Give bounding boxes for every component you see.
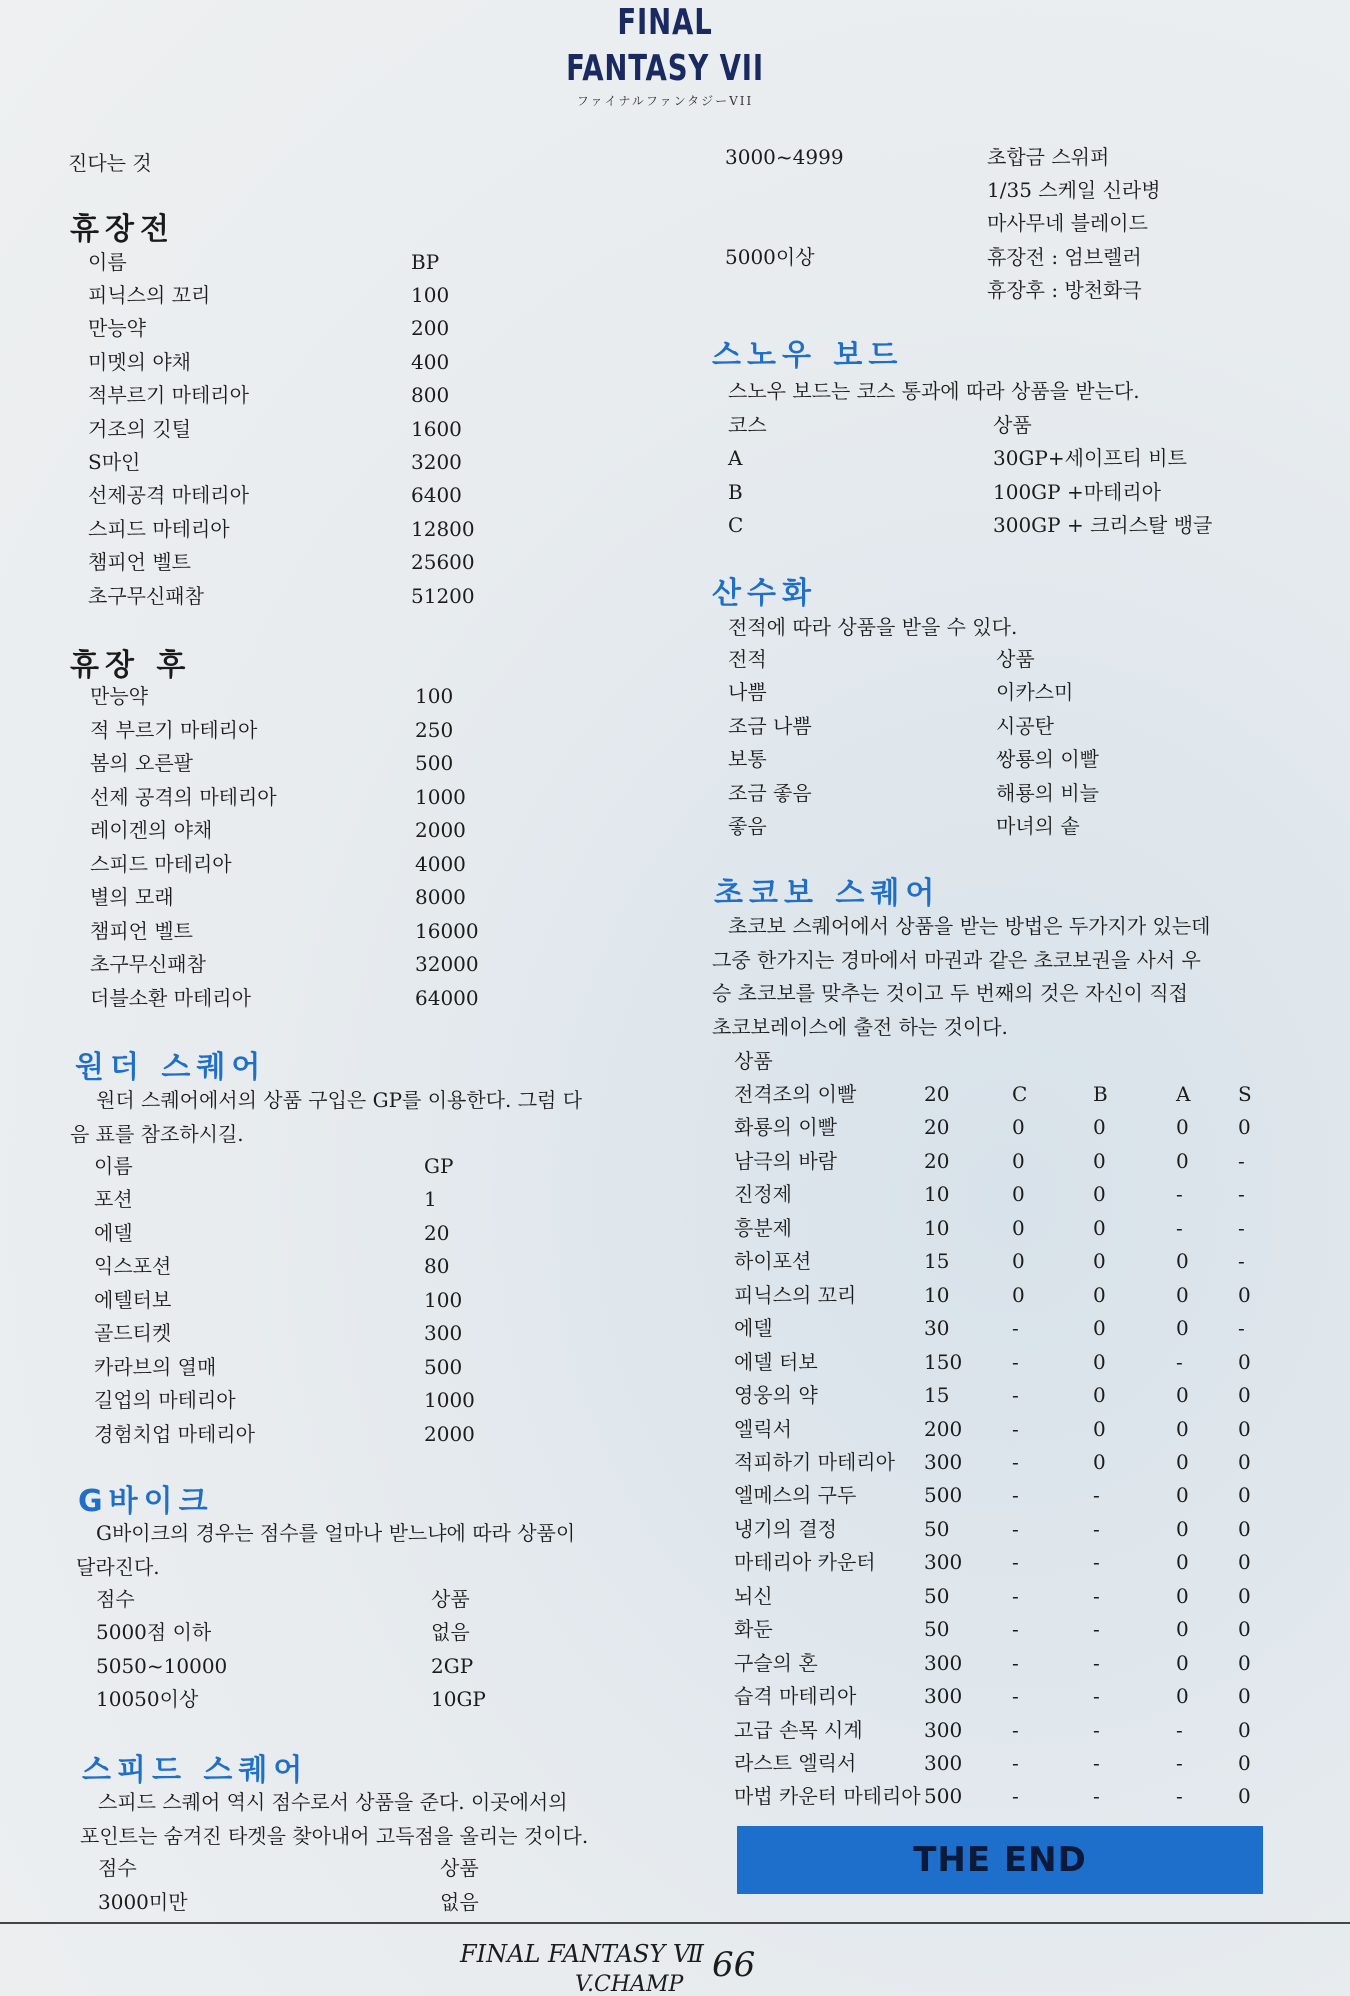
table-row-cell: - xyxy=(1012,1583,1019,1608)
section-title-snowboard: 스노우 보드 xyxy=(712,338,904,373)
table-row-cell: 0 xyxy=(1093,1249,1106,1274)
section-title-chocobo-square: 초코보 스퀘어 xyxy=(714,876,941,911)
table-row-cell: 영웅의 약 xyxy=(734,1383,818,1408)
table-row-cell: 적 부르기 마테리아 xyxy=(90,717,258,742)
table-row-cell: 0 xyxy=(1176,1383,1189,1408)
table-row-cell: 0 xyxy=(1093,1148,1106,1173)
table-row-cell: 마법 카운터 마테리아 xyxy=(734,1784,921,1809)
table-row-cell: 쌍룡의 이빨 xyxy=(996,747,1099,771)
table-row-cell: 32000 xyxy=(415,952,479,976)
table-row-cell: - xyxy=(1176,1717,1183,1742)
table-row-cell: 3000미만 xyxy=(98,1890,188,1914)
table-row-cell: 0 xyxy=(1012,1182,1025,1207)
table-row-cell: 엘메스의 구두 xyxy=(734,1483,857,1508)
table-row-cell: 300 xyxy=(924,1751,963,1775)
table-row-cell: - xyxy=(1012,1349,1019,1374)
table-row-cell: 0 xyxy=(1012,1215,1025,1240)
table-row-cell: 300 xyxy=(424,1321,463,1345)
table-row-cell: 0 xyxy=(1093,1449,1106,1474)
table-row-cell: 뇌신 xyxy=(734,1583,773,1608)
chocobo-desc-line: 초코보 스퀘어에서 상품을 받는 방법은 두가지가 있는데 xyxy=(728,914,1211,938)
table-row-cell: 0 xyxy=(1176,1684,1189,1709)
table-row-cell: 진정제 xyxy=(734,1182,792,1207)
table-row-cell: - xyxy=(1238,1215,1245,1240)
table-row-cell: 거조의 깃털 xyxy=(88,416,191,441)
table-row-cell: 피닉스의 꼬리 xyxy=(88,283,211,307)
table-row-cell: 15 xyxy=(924,1249,950,1274)
table-row-cell: 20 xyxy=(924,1148,950,1173)
table-row-cell: 100GP +마테리아 xyxy=(993,479,1162,504)
table-row-cell: 구슬의 혼 xyxy=(734,1650,818,1675)
table-row-cell: 0 xyxy=(1176,1483,1189,1508)
table-row-cell: 익스포션 xyxy=(94,1254,172,1278)
table-row-cell: 10 xyxy=(924,1215,950,1240)
table-row-cell: 챔피언 벨트 xyxy=(88,550,191,575)
table-row-cell: 150 xyxy=(924,1349,963,1374)
footer-brand-sub: V.CHAMP xyxy=(575,1972,684,1996)
table-row-cell: 적피하기 마테리아 xyxy=(734,1449,895,1474)
table-row-cell: 만능약 xyxy=(90,684,148,708)
chocobo-desc-line: 초코보레이스에 출전 하는 것이다. xyxy=(712,1014,1008,1039)
table-row-cell: 0 xyxy=(1238,1416,1251,1441)
sansuhwa-desc: 전적에 따라 상품을 받을 수 있다. xyxy=(728,615,1018,639)
table-row-cell: 0 xyxy=(1093,1115,1106,1140)
table-row-cell: 좋음 xyxy=(728,814,767,838)
section-title-sansuhwa: 산수화 xyxy=(712,576,817,611)
table-row-cell: 5000점 이하 xyxy=(96,1620,212,1644)
table-row-cell: 0 xyxy=(1176,1516,1189,1541)
table-row-cell: 시공탄 xyxy=(996,713,1054,738)
table-row-cell: - xyxy=(1093,1550,1100,1575)
table-row-cell: 0 xyxy=(1176,1282,1189,1307)
table-row-cell: 1600 xyxy=(411,416,462,441)
table-row-cell: - xyxy=(1176,1784,1183,1809)
table-row-cell: 냉기의 결정 xyxy=(734,1516,837,1541)
table-row-cell: 보통 xyxy=(728,747,767,771)
table-row-cell: 0 xyxy=(1238,1115,1251,1140)
table-row-cell: 51200 xyxy=(411,583,475,608)
table-row-cell: 100 xyxy=(424,1287,463,1312)
table-row-cell: 2000 xyxy=(424,1421,475,1446)
table-row-cell: 1000 xyxy=(415,784,466,809)
table-row-cell: 500 xyxy=(424,1354,463,1379)
table-row-cell: 경험치업 마테리아 xyxy=(94,1421,255,1446)
table-row-cell: 0 xyxy=(1093,1383,1106,1408)
table-row-cell: 만능약 xyxy=(88,316,146,341)
table-row-cell: 400 xyxy=(411,349,450,374)
table-row-cell: 0 xyxy=(1238,1751,1251,1775)
table-row-cell: 300 xyxy=(924,1650,963,1675)
chocobo-desc-line: 그중 한가지는 경마에서 마권과 같은 초코보권을 사서 우 xyxy=(712,947,1201,972)
table-row-cell: 0 xyxy=(1176,1550,1189,1575)
table-row-cell: 100 xyxy=(411,283,450,307)
table-row-cell: 0 xyxy=(1093,1282,1106,1307)
table-row-cell: 선제 공격의 마테리아 xyxy=(90,784,277,809)
table-row-cell: - xyxy=(1012,1650,1019,1675)
table-row-cell: 6400 xyxy=(411,483,462,508)
table-row-cell: - xyxy=(1176,1751,1183,1775)
table-row-cell: 25600 xyxy=(411,550,475,575)
table-row-cell: 0 xyxy=(1176,1449,1189,1474)
table-row-cell: 고급 손목 시계 xyxy=(734,1717,863,1742)
table-row-cell: 300 xyxy=(924,1449,963,1474)
speed-desc-1: 스피드 스퀘어 역시 점수로서 상품을 준다. 이곳에서의 xyxy=(98,1790,568,1814)
table-row-cell: 습격 마테리아 xyxy=(734,1684,857,1709)
table-row-cell: 0 xyxy=(1093,1215,1106,1240)
table-row-cell: 15 xyxy=(924,1383,950,1408)
table-row-cell: 30 xyxy=(924,1316,950,1341)
table-row-cell: - xyxy=(1093,1583,1100,1608)
table-row-cell: 500 xyxy=(924,1784,963,1809)
table-row-cell: 2GP xyxy=(431,1653,474,1678)
table-row-cell: C xyxy=(728,513,744,537)
table-row-cell: - xyxy=(1012,1316,1019,1341)
table-row-cell: 레이겐의 야채 xyxy=(90,818,213,842)
table-row-cell: - xyxy=(1012,1717,1019,1742)
section-title-pre-closure: 휴장전 xyxy=(70,212,175,247)
table-row-cell: - xyxy=(1012,1751,1019,1775)
table-row-cell: 0 xyxy=(1238,1550,1251,1575)
table-row-cell: 0 xyxy=(1238,1483,1251,1508)
table-row-cell: 전격조의 이빨 xyxy=(734,1082,857,1106)
table-row-cell: 0 xyxy=(1012,1148,1025,1173)
table-row-cell: 0 xyxy=(1176,1148,1189,1173)
table-row-cell: 0 xyxy=(1238,1617,1251,1642)
table-row-cell: 에델 xyxy=(734,1316,773,1341)
table-row-cell: - xyxy=(1238,1316,1245,1341)
wonder-desc-2: 음 표를 참조하시길. xyxy=(70,1122,244,1146)
table-row-cell: 10GP xyxy=(431,1687,486,1711)
table-row-cell: - xyxy=(1012,1550,1019,1575)
table-row-cell: - xyxy=(1176,1215,1183,1240)
table-row-cell: 0 xyxy=(1238,1717,1251,1742)
table-row-cell: 이카스미 xyxy=(996,680,1074,704)
table-row-cell: 초구무신패참 xyxy=(88,583,204,608)
table-row-cell: 8000 xyxy=(415,885,466,909)
table-row-cell: 2000 xyxy=(415,818,466,842)
table-row-cell: 0 xyxy=(1176,1115,1189,1140)
the-end-banner: THE END xyxy=(737,1826,1263,1894)
table-row-cell: 300GP + 크리스탈 뱅글 xyxy=(993,513,1213,537)
table-row-cell: 해룡의 비늘 xyxy=(996,780,1099,805)
table-row-cell: 봄의 오른팔 xyxy=(90,751,193,775)
table-row-cell: 50 xyxy=(924,1516,950,1541)
rank-header: A xyxy=(1176,1082,1191,1106)
table-row-cell: - xyxy=(1238,1148,1245,1173)
table-row-cell: 0 xyxy=(1176,1617,1189,1642)
table-row-cell: 200 xyxy=(411,316,450,341)
section-title-g-bike: G바이크 xyxy=(78,1484,214,1519)
table-row-cell: 80 xyxy=(424,1254,450,1278)
table-row-cell: 마녀의 솥 xyxy=(996,814,1080,838)
table-row-cell: - xyxy=(1093,1516,1100,1541)
table-row-cell: 마테리아 카운터 xyxy=(734,1550,876,1575)
speed-desc-2: 포인트는 숨겨진 타겟을 찾아내어 고득점을 올리는 것이다. xyxy=(80,1824,589,1848)
table-row-cell: 흥분제 xyxy=(734,1215,792,1240)
table-row-cell: 없음 xyxy=(431,1620,470,1644)
table-row-cell: 800 xyxy=(411,383,450,408)
table-row-cell: 0 xyxy=(1012,1115,1025,1140)
table-row-cell: 0 xyxy=(1238,1784,1251,1809)
table-row-cell: 100 xyxy=(415,684,454,708)
table-row-cell: 4000 xyxy=(415,851,466,876)
table-row-cell: 20 xyxy=(924,1082,950,1106)
table-row-cell: 250 xyxy=(415,717,454,742)
table-row-cell: 0 xyxy=(1093,1182,1106,1207)
table-row-cell: 1000 xyxy=(424,1388,475,1412)
table-row-cell: 64000 xyxy=(415,985,479,1010)
table-row-cell: 별의 모래 xyxy=(90,885,174,909)
table-row-cell: 20 xyxy=(424,1220,450,1245)
table-row-cell: - xyxy=(1012,1449,1019,1474)
table-row-cell: S마인 xyxy=(88,450,141,474)
table-row-cell: 0 xyxy=(1176,1650,1189,1675)
table-row-cell: - xyxy=(1012,1516,1019,1541)
table-row-cell: 30GP+세이프티 비트 xyxy=(993,446,1187,470)
table-row-cell: - xyxy=(1093,1684,1100,1709)
table-row-cell: 0 xyxy=(1238,1349,1251,1374)
table-row-cell: 포션 xyxy=(94,1187,133,1211)
table-row-cell: 300 xyxy=(924,1684,963,1709)
table-row-cell: 0 xyxy=(1012,1282,1025,1307)
table-row-cell: 더블소환 마테리아 xyxy=(90,985,251,1010)
table-row-cell: 남극의 바람 xyxy=(734,1148,837,1173)
table-row-cell: 0 xyxy=(1238,1282,1251,1307)
table-row-cell: 5050~10000 xyxy=(96,1653,228,1678)
table-row-cell: - xyxy=(1093,1483,1100,1508)
table-row-cell: - xyxy=(1176,1349,1183,1374)
table-row-cell: 0 xyxy=(1238,1684,1251,1709)
wonder-desc-1: 원더 스퀘어에서의 상품 구입은 GP를 이용한다. 그럼 다 xyxy=(96,1088,583,1112)
table-row-cell: 피닉스의 꼬리 xyxy=(734,1282,857,1307)
table-row-cell: - xyxy=(1238,1249,1245,1274)
table-row-cell: 20 xyxy=(924,1115,950,1140)
table-row-cell: 300 xyxy=(924,1717,963,1742)
final-fantasy-logo: FINAL FANTASY VII ファイナルファンタジーVII xyxy=(566,2,764,108)
snowboard-desc: 스노우 보드는 코스 통과에 따라 상품을 받는다. xyxy=(728,379,1140,403)
table-row-cell: 3200 xyxy=(411,450,462,474)
table-row-cell: 스피드 마테리아 xyxy=(90,851,232,876)
table-row-cell: - xyxy=(1012,1483,1019,1508)
footer-brand: FINAL FANTASY Ⅶ xyxy=(460,1940,704,1968)
table-row-cell: 미멧의 야채 xyxy=(88,349,191,374)
section-title-wonder-square: 원더 스퀘어 xyxy=(75,1050,267,1085)
table-row-cell: 0 xyxy=(1238,1650,1251,1675)
table-row-cell: 길업의 마테리아 xyxy=(94,1388,236,1412)
table-row-cell: 챔피언 벨트 xyxy=(90,918,193,943)
table-row-cell: 0 xyxy=(1238,1383,1251,1408)
table-row-cell: 10 xyxy=(924,1182,950,1207)
magazine-page: FINAL FANTASY VII ファイナルファンタジーVII 진다는 것 휴장전 이름 BP 피닉스의 꼬리 100 만능약 200 미멧의 야채 400 적부르기 마테리아 800 거조의 깃털 1600 S마인 3200 선제공격 마테리아 6400 스피드 마테리아 12800 챔피언 벨트 25600 초구무신패참 51200 휴장 후 만능약 100 적 부르기 마테리아 250 봄의 오른팔 500 선제 공격의 마테리아 1000 레이겐의 야채 2000 스피드 마테리아 4000 별의 모래 8000 챔피언 벨트 16000 초구무신패참 32000 더블소환 마테리아 64000 원더 스퀘어 원더 스퀘어에서의 상품 구입은 GP를 이용한다. 그럼 다 음 표를 참조하시길. 이름 GP 포션 1 에델 20 익스포션 80 에텔터보 100 골드티켓 300 카라브의 열매 500 길업의 마테리아 1000 경험치업 마테리아 2000 G바이크 G바이크의 경우는 점수를 얼마나 받느냐에 따라 상품이 달라진다. 점수 상품 5000점 이하 없음 5050~10000 2GP 10050이상 10GP 스피드 스퀘어 스피드 스퀘어 역시 점수로서 상품을 준다. 이곳에서의 포인트는 숨겨진 타겟을 찾아내어 고득점을 올리는 것이다. 점수 상품 3000미만 없음 3000~4999 초합금 스위퍼 1/35 스케일 신라병 마사무네 블레이드 5000이상 휴장전 : 엄브렐러 휴장후 : 방천화극 스노우 보드 스노우 보드는 코스 통과에 따라 상품을 받는다. 코스 상품 A 30GP+세이프티 비트 B 100GP +마테리아 C 300GP + 크리스탈 뱅글 산수화 전적에 따라 상품을 받을 수 있다. 전적 상품 나쁨 이카스미 조금 나쁨 시공탄 보통 쌍룡의 이빨 조금 좋음 해룡의 비늘 좋음 마녀의 솥 초코보 스퀘어 초코보 스퀘어에서 상품을 받는 방법은 두가지가 있는데 그중 한가지는 경마에서 마권과 같은 초코보권을 사서 우 승 초코보를 맞추는 것이고 두 번째의 것은 자신이 직접 초코보레이스에 출전 하는 것이다. 상품 전격조의 이빨 20 화룡의 이빨 20 0 0 0 0 남극의 바람 20 0 0 0 - 진정제 10 0 0 - - 흥분제 10 0 0 - - 하이포션 15 0 0 0 - 피닉스의 꼬리 10 0 0 0 0 에델 30 - 0 0 - 에델 터보 150 - 0 - 0 영웅의 약 15 - 0 0 0 엘릭서 200 - 0 0 0 적피하기 마테리아 300 - 0 0 0 엘메스의 구두 500 - - 0 0 냉기의 결정 50 - - 0 0 마테리아 카운터 300 - - 0 0 뇌신 50 - - 0 0 화둔 50 - - 0 0 구슬의 혼 300 - - 0 0 습격 마테리아 300 - - 0 0 고급 손목 시계 300 - - - 0 라스트 엘릭서 300 - - - 0 마법 카운터 마테리아 500 - - - 0 C B A S THE END FINAL FANTASY Ⅶ V.CHAMP 66 xyxy=(0,0,1350,1996)
table-row-cell: 적부르기 마테리아 xyxy=(88,383,249,408)
gbike-desc-1: G바이크의 경우는 점수를 얼마나 받느냐에 따라 상품이 xyxy=(96,1521,576,1545)
table-row-cell: 조금 좋음 xyxy=(728,780,812,805)
table-row-cell: - xyxy=(1093,1617,1100,1642)
table-row-cell: - xyxy=(1012,1617,1019,1642)
section-title-speed-square: 스피드 스퀘어 xyxy=(82,1753,309,1788)
table-row-cell: - xyxy=(1012,1383,1019,1408)
table-row-cell: 초구무신패참 xyxy=(90,952,206,976)
table-row-cell: B xyxy=(728,479,743,504)
table-row-cell: 50 xyxy=(924,1583,950,1608)
table-row-cell: 0 xyxy=(1093,1316,1106,1341)
table-row-cell: - xyxy=(1238,1182,1245,1207)
table-row-cell: 0 xyxy=(1176,1316,1189,1341)
table-row-cell: A xyxy=(728,446,743,470)
table-row-cell: 0 xyxy=(1176,1583,1189,1608)
table-row-cell: 골드티켓 xyxy=(94,1321,172,1345)
table-row-cell: 0 xyxy=(1176,1416,1189,1441)
table-row-cell: 화룡의 이빨 xyxy=(734,1115,837,1140)
table-row-cell: 12800 xyxy=(411,516,475,541)
table-row-cell: 16000 xyxy=(415,918,479,943)
table-row-cell: 화둔 xyxy=(734,1617,773,1642)
section-title-post-closure: 휴장 후 xyxy=(70,648,192,683)
table-row-cell: 선제공격 마테리아 xyxy=(88,483,249,508)
table-row-cell: - xyxy=(1012,1416,1019,1441)
table-row-cell: - xyxy=(1012,1684,1019,1709)
table-row-cell: 300 xyxy=(924,1550,963,1575)
table-row-cell: 10 xyxy=(924,1282,950,1307)
table-row-cell: 10050이상 xyxy=(96,1687,199,1711)
chocobo-desc-line: 승 초코보를 맞추는 것이고 두 번째의 것은 자신이 직접 xyxy=(712,981,1188,1005)
table-row-cell: - xyxy=(1093,1784,1100,1809)
table-row-cell: - xyxy=(1176,1182,1183,1207)
table-row-cell: 나쁨 xyxy=(728,680,767,704)
table-row-cell: 엘릭서 xyxy=(734,1416,792,1441)
table-row-cell: 에델 터보 xyxy=(734,1349,818,1374)
table-row-cell: - xyxy=(1093,1751,1100,1775)
footer-rule xyxy=(0,1922,1350,1924)
table-row-cell: 에델 xyxy=(94,1220,133,1245)
table-row-cell: 0 xyxy=(1238,1583,1251,1608)
table-row-cell: 라스트 엘릭서 xyxy=(734,1751,857,1775)
table-row-cell: 0 xyxy=(1093,1416,1106,1441)
table-row-cell: 없음 xyxy=(440,1890,479,1914)
gbike-desc-2: 달라진다. xyxy=(76,1555,160,1579)
rank-header: S xyxy=(1238,1082,1252,1106)
table-row-cell: 0 xyxy=(1176,1249,1189,1274)
table-row-cell: 0 xyxy=(1093,1349,1106,1374)
table-row-cell: - xyxy=(1093,1717,1100,1742)
page-number: 66 xyxy=(712,1945,756,1985)
rank-header: B xyxy=(1093,1082,1108,1106)
table-row-cell: 조금 나쁨 xyxy=(728,713,812,738)
table-row-cell: 카라브의 열매 xyxy=(94,1354,217,1379)
rank-header: C xyxy=(1012,1082,1028,1106)
table-row-cell: 200 xyxy=(924,1416,963,1441)
table-row-cell: 에텔터보 xyxy=(94,1287,172,1312)
table-row-cell: 500 xyxy=(924,1483,963,1508)
table-row-cell: 1 xyxy=(424,1187,437,1211)
table-row-cell: 50 xyxy=(924,1617,950,1642)
table-row-cell: - xyxy=(1012,1784,1019,1809)
table-row-cell: 500 xyxy=(415,751,454,775)
table-row-cell: 0 xyxy=(1012,1249,1025,1274)
table-row-cell: 0 xyxy=(1238,1449,1251,1474)
table-row-cell: 하이포션 xyxy=(734,1249,812,1274)
table-row-cell: 0 xyxy=(1238,1516,1251,1541)
table-row-cell: - xyxy=(1093,1650,1100,1675)
table-row-cell: 스피드 마테리아 xyxy=(88,516,230,541)
